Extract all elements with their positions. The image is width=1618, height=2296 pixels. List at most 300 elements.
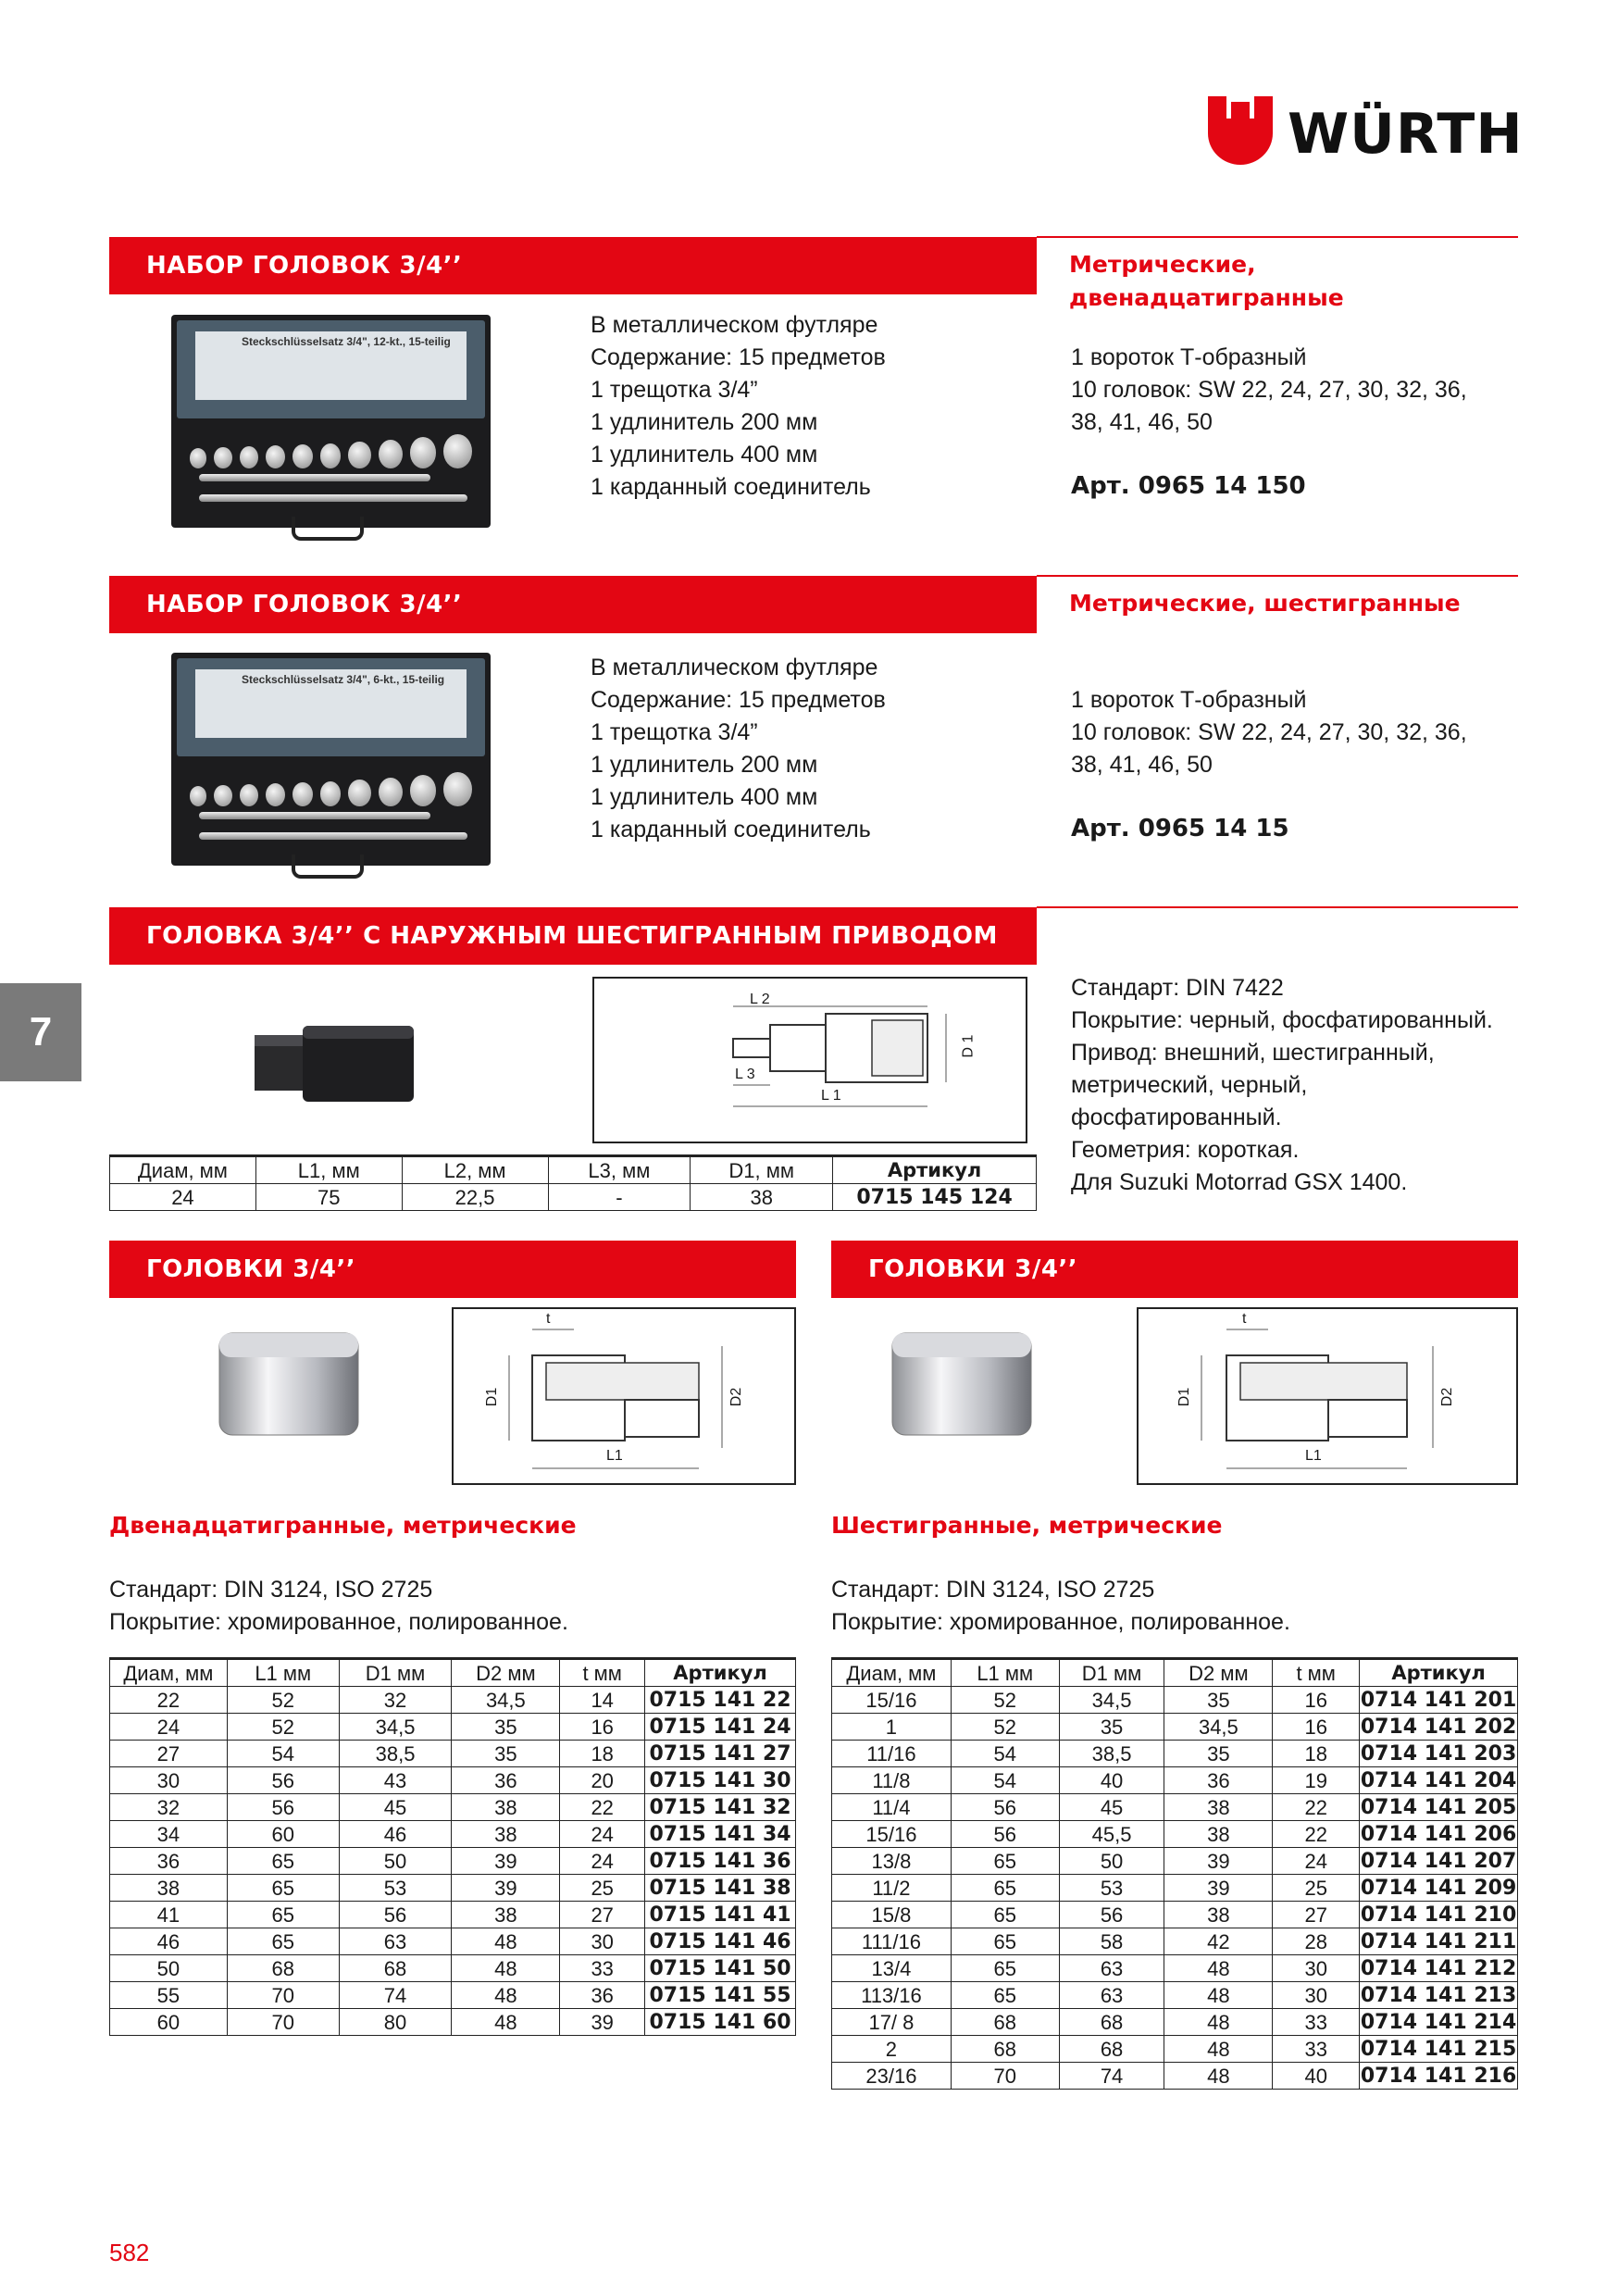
table-cell: 39 (560, 2009, 645, 2036)
table-cell: 46 (339, 1821, 452, 1848)
section2-title: НАБОР ГОЛОВОК 3/4’’ (146, 591, 463, 618)
table-cell: 56 (227, 1794, 339, 1821)
table-cell: 22 (560, 1794, 645, 1821)
section2-contents-line: 1 трещотка 3/4” (591, 719, 758, 745)
table-cell: 68 (339, 1955, 452, 1982)
section4-spec-table (109, 1657, 796, 2036)
section1-article: Арт. 0965 14 150 (1071, 472, 1306, 500)
section2-contents-line: 1 удлинитель 400 мм (591, 784, 818, 810)
section5-title: ГОЛОВКИ 3/4’’ (868, 1255, 1078, 1283)
section2-subtitle: Метрические, шестигранные (1069, 590, 1461, 617)
table-cell: 68 (951, 2036, 1059, 2063)
wurth-logo-text: WÜRTH (1288, 102, 1524, 167)
table-cell-article: 0715 141 38 (645, 1875, 796, 1902)
table-cell: 54 (227, 1741, 339, 1767)
table-header: L1 мм (227, 1659, 339, 1687)
table-header: D2 мм (452, 1659, 560, 1687)
table-cell-article: 0715 141 60 (645, 2009, 796, 2036)
table-row (832, 1902, 1518, 1928)
section5-spec-line: Стандарт: DIN 3124, ISO 2725 (831, 1577, 1155, 1603)
table-cell: 56 (951, 1794, 1059, 1821)
section5-spec-table (831, 1657, 1518, 2090)
table-cell: 48 (1164, 2036, 1273, 2063)
table-cell: 65 (951, 1955, 1059, 1982)
drawing-label-d1: D 1 (960, 1034, 977, 1058)
table-row (110, 1902, 796, 1928)
table-cell-article: 0715 141 46 (645, 1928, 796, 1955)
table-cell: 30 (110, 1767, 228, 1794)
drawing-label-d2: D2 (728, 1387, 745, 1407)
table-cell: 34 (110, 1821, 228, 1848)
table-cell: 45,5 (1059, 1821, 1164, 1848)
table-header: D1 мм (1059, 1659, 1164, 1687)
table-cell: 22 (1273, 1794, 1360, 1821)
section2-extra-line: 10 головок: SW 22, 24, 27, 30, 32, 36, (1071, 719, 1467, 745)
table-cell: 41 (110, 1902, 228, 1928)
table-cell: 16 (1273, 1714, 1360, 1741)
table-cell: 56 (1059, 1902, 1164, 1928)
table-cell-article: 0714 141 214 (1360, 2010, 1517, 2034)
section1-contents-line: 1 удлинитель 400 мм (591, 442, 818, 468)
section3-technical-drawing (592, 977, 1027, 1143)
table-cell: 65 (951, 1848, 1059, 1875)
table-cell: 40 (1059, 1767, 1164, 1794)
section2-contents (591, 652, 886, 846)
section2-article: Арт. 0965 14 15 (1071, 815, 1289, 842)
table-cell-article: 0715 141 55 (645, 1982, 796, 2009)
table-cell: 22 (110, 1687, 228, 1714)
table-cell: 111/16 (832, 1928, 952, 1955)
table-cell: 13/8 (832, 1848, 952, 1875)
table-row (832, 1848, 1518, 1875)
section2-contents-line: Содержание: 15 предметов (591, 687, 886, 713)
table-cell: 48 (1164, 2063, 1273, 2090)
table-cell-article: 0714 141 207 (1360, 1849, 1517, 1873)
table-cell: 60 (110, 2009, 228, 2036)
table-cell-article: 0714 141 215 (1360, 2037, 1517, 2061)
table-cell: 19 (1273, 1767, 1360, 1794)
page-number: 582 (109, 2239, 150, 2266)
table-cell: 23/16 (832, 2063, 952, 2090)
table-cell: 56 (339, 1902, 452, 1928)
table-cell: 34,5 (452, 1687, 560, 1714)
table-cell: 30 (1273, 1955, 1360, 1982)
table-row (110, 1821, 796, 1848)
drawing-label-t: t (1242, 1311, 1247, 1327)
table-cell: 40 (1273, 2063, 1360, 2090)
table-cell: 25 (560, 1875, 645, 1902)
section1-extra-line: 1 вороток Т-образный (1071, 344, 1307, 370)
table-cell: 52 (227, 1687, 339, 1714)
drawing-label-d1: D1 (484, 1387, 501, 1407)
table-cell-article: 0715 145 124 (833, 1184, 1037, 1211)
table-cell: - (548, 1184, 691, 1211)
section3-spec-table (109, 1154, 1037, 1211)
wurth-logo (1208, 96, 1523, 170)
table-cell: 28 (1273, 1928, 1360, 1955)
table-cell: 18 (1273, 1741, 1360, 1767)
table-header: L2, мм (402, 1156, 548, 1184)
section2-title-bar (109, 576, 1037, 633)
table-cell: 48 (1164, 1955, 1273, 1982)
table-cell: 25 (1273, 1875, 1360, 1902)
table-row (110, 1767, 796, 1794)
table-row (110, 1848, 796, 1875)
table-cell: 38 (691, 1184, 833, 1211)
table-cell: 15/16 (832, 1821, 952, 1848)
table-cell: 35 (452, 1741, 560, 1767)
section1-contents-line: 1 трещотка 3/4” (591, 377, 758, 403)
section2-contents-line: В металлическом футляре (591, 655, 878, 680)
table-cell: 48 (452, 1955, 560, 1982)
section4-chrome-socket-photo (208, 1315, 375, 1454)
table-cell: 48 (452, 1928, 560, 1955)
table-row (832, 1714, 1518, 1741)
table-cell: 39 (452, 1875, 560, 1902)
table-cell: 24 (110, 1714, 228, 1741)
table-cell: 113/16 (832, 1982, 952, 2009)
table-cell: 65 (227, 1848, 339, 1875)
table-cell: 65 (227, 1902, 339, 1928)
table-row (832, 1794, 1518, 1821)
section4-title-bar (109, 1241, 796, 1298)
table-cell: 11/8 (832, 1767, 952, 1794)
table-cell: 39 (1164, 1848, 1273, 1875)
table-cell: 63 (1059, 1982, 1164, 2009)
table-cell: 65 (951, 1902, 1059, 1928)
table-row (832, 1875, 1518, 1902)
table-cell: 30 (1273, 1982, 1360, 2009)
table-cell-article: 0714 141 211 (1360, 1929, 1517, 1953)
drawing-label-d2: D2 (1439, 1387, 1456, 1407)
table-cell: 16 (1273, 1687, 1360, 1714)
table-header-article: Артикул (645, 1659, 796, 1687)
section4-spec-line: Покрытие: хромированное, полированное. (109, 1609, 568, 1635)
table-row (110, 1794, 796, 1821)
table-cell: 45 (1059, 1794, 1164, 1821)
table-cell: 15/8 (832, 1902, 952, 1928)
table-header-article: Артикул (1360, 1659, 1518, 1687)
section1-extra-line: 10 головок: SW 22, 24, 27, 30, 32, 36, (1071, 377, 1467, 403)
table-cell: 39 (1164, 1875, 1273, 1902)
table-cell-article: 0714 141 204 (1360, 1768, 1517, 1792)
table-cell: 2 (832, 2036, 952, 2063)
table-header: t мм (560, 1659, 645, 1687)
table-cell: 36 (1164, 1767, 1273, 1794)
table-header: Диам, мм (110, 1659, 228, 1687)
table-cell: 56 (227, 1767, 339, 1794)
section3-spec-line: Покрытие: черный, фосфатированный. (1071, 1007, 1493, 1033)
section2-photo-label: Steckschlüsselsatz 3/4", 6-kt., 15-teilig (242, 673, 445, 686)
table-header: D2 мм (1164, 1659, 1273, 1687)
table-cell-article: 0714 141 201 (1360, 1688, 1517, 1712)
table-header: Диам, мм (110, 1156, 256, 1184)
section1-photo-label: Steckschlüsselsatz 3/4", 12-kt., 15-teilig (242, 335, 451, 348)
table-row (832, 2036, 1518, 2063)
table-cell: 35 (1059, 1714, 1164, 1741)
table-cell: 30 (560, 1928, 645, 1955)
table-cell: 24 (1273, 1848, 1360, 1875)
table-cell: 50 (110, 1955, 228, 1982)
table-row (832, 1767, 1518, 1794)
table-cell: 36 (110, 1848, 228, 1875)
table-cell: 54 (951, 1767, 1059, 1794)
table-cell: 80 (339, 2009, 452, 2036)
table-cell: 11/2 (832, 1875, 952, 1902)
table-row (110, 1875, 796, 1902)
table-cell: 38,5 (339, 1741, 452, 1767)
table-cell-article: 0715 141 41 (645, 1902, 796, 1928)
table-cell: 11/16 (832, 1741, 952, 1767)
table-header: L1, мм (255, 1156, 402, 1184)
table-header-article: Артикул (833, 1156, 1037, 1184)
table-cell: 35 (1164, 1687, 1273, 1714)
table-cell: 14 (560, 1687, 645, 1714)
table-cell: 17/ 8 (832, 2009, 952, 2036)
table-cell: 36 (452, 1767, 560, 1794)
table-header: t мм (1273, 1659, 1360, 1687)
table-row (832, 1982, 1518, 2009)
table-cell: 65 (951, 1875, 1059, 1902)
section5-spec-line: Покрытие: хромированное, полированное. (831, 1609, 1290, 1635)
table-cell-article: 0714 141 210 (1360, 1903, 1517, 1927)
drawing-label-l1: L1 (1305, 1448, 1322, 1464)
table-cell: 20 (560, 1767, 645, 1794)
table-cell: 55 (110, 1982, 228, 2009)
table-cell: 52 (227, 1714, 339, 1741)
table-cell-article: 0715 141 27 (645, 1741, 796, 1767)
table-cell-article: 0715 141 50 (645, 1955, 796, 1982)
section1-subtitle-line1: Метрические, (1069, 251, 1256, 278)
table-cell: 22 (1273, 1821, 1360, 1848)
section3-specs (1071, 972, 1493, 1199)
table-cell: 68 (951, 2009, 1059, 2036)
section2-socket-set-photo (171, 653, 491, 866)
table-cell-article: 0714 141 213 (1360, 1983, 1517, 2007)
section2-extra-line: 38, 41, 46, 50 (1071, 752, 1213, 778)
table-cell: 38 (452, 1794, 560, 1821)
table-cell: 34,5 (1164, 1714, 1273, 1741)
table-row (110, 1982, 796, 2009)
section5-specs (831, 1574, 1290, 1639)
section5-chrome-socket-photo (881, 1315, 1048, 1454)
table-row (110, 1741, 796, 1767)
table-cell: 27 (1273, 1902, 1360, 1928)
section3-spec-line: Для Suzuki Motorrad GSX 1400. (1071, 1169, 1408, 1195)
table-cell-article: 0714 141 203 (1360, 1741, 1517, 1766)
table-cell: 65 (951, 1928, 1059, 1955)
drawing-label-l3: L 3 (735, 1067, 755, 1082)
table-row (832, 2009, 1518, 2036)
section1-extra (1071, 342, 1467, 439)
section1-contents-line: 1 удлинитель 200 мм (591, 409, 818, 435)
table-header: D1 мм (339, 1659, 452, 1687)
table-cell: 39 (452, 1848, 560, 1875)
table-cell: 38 (452, 1821, 560, 1848)
table-cell: 38 (1164, 1902, 1273, 1928)
table-row (110, 1955, 796, 1982)
drawing-label-d1: D1 (1176, 1387, 1193, 1407)
section4-subtitle: Двенадцатигранные, метрические (109, 1512, 577, 1539)
table-cell: 52 (951, 1687, 1059, 1714)
table-cell: 65 (951, 1982, 1059, 2009)
section2-extra (1071, 684, 1467, 781)
table-cell: 74 (339, 1982, 452, 2009)
table-cell: 70 (951, 2063, 1059, 2090)
table-cell: 35 (452, 1714, 560, 1741)
chapter-tab: 7 (0, 983, 81, 1081)
section1-title: НАБОР ГОЛОВОК 3/4’’ (146, 252, 463, 280)
section2-contents-line: 1 удлинитель 200 мм (591, 752, 818, 778)
table-cell: 32 (339, 1687, 452, 1714)
table-cell: 65 (227, 1928, 339, 1955)
section3-rule (1037, 906, 1518, 908)
drawing-label-t: t (546, 1311, 551, 1327)
table-cell-article: 0715 141 32 (645, 1794, 796, 1821)
section3-title-bar (109, 907, 1037, 965)
section2-rule (1037, 575, 1518, 577)
drawing-label-l1: L 1 (821, 1088, 841, 1104)
table-cell: 32 (110, 1794, 228, 1821)
table-cell: 53 (1059, 1875, 1164, 1902)
table-cell: 15/16 (832, 1687, 952, 1714)
table-row (832, 1741, 1518, 1767)
table-cell: 38,5 (1059, 1741, 1164, 1767)
table-cell: 38 (1164, 1821, 1273, 1848)
drawing-label-l2: L 2 (750, 992, 770, 1007)
section5-technical-drawing (1137, 1307, 1518, 1485)
section2-contents-line: 1 карданный соединитель (591, 817, 871, 842)
section3-spec-line: Стандарт: DIN 7422 (1071, 975, 1284, 1001)
section3-spec-line: фосфатированный. (1071, 1104, 1282, 1130)
table-cell: 65 (227, 1875, 339, 1902)
section3-title: ГОЛОВКА 3/4’’ С НАРУЖНЫМ ШЕСТИГРАННЫМ ПРИВОДОМ (146, 922, 998, 950)
table-cell: 38 (1164, 1794, 1273, 1821)
table-cell: 34,5 (339, 1714, 452, 1741)
section4-specs (109, 1574, 568, 1639)
table-cell-article: 0715 141 34 (645, 1821, 796, 1848)
section4-title: ГОЛОВКИ 3/4’’ (146, 1255, 356, 1283)
table-row (832, 1955, 1518, 1982)
table-cell: 48 (1164, 2009, 1273, 2036)
section3-spec-line: метрический, черный, (1071, 1072, 1308, 1098)
table-cell-article: 0714 141 212 (1360, 1956, 1517, 1980)
section1-contents-line: В металлическом футляре (591, 312, 878, 338)
section3-hex-socket-photo (245, 1009, 440, 1129)
section3-spec-line: Привод: внешний, шестигранный, (1071, 1040, 1435, 1066)
table-cell: 46 (110, 1928, 228, 1955)
section5-title-bar (831, 1241, 1518, 1298)
table-cell: 27 (110, 1741, 228, 1767)
table-cell-article: 0715 141 36 (645, 1848, 796, 1875)
table-row (832, 1821, 1518, 1848)
table-cell: 48 (452, 1982, 560, 2009)
table-cell: 22,5 (402, 1184, 548, 1211)
table-cell: 33 (1273, 2009, 1360, 2036)
section4-spec-line: Стандарт: DIN 3124, ISO 2725 (109, 1577, 433, 1603)
table-cell: 70 (227, 1982, 339, 2009)
section2-extra-line: 1 вороток Т-образный (1071, 687, 1307, 713)
table-cell: 24 (560, 1848, 645, 1875)
section1-title-bar (109, 237, 1037, 294)
table-cell: 24 (110, 1184, 256, 1211)
table-row (832, 1928, 1518, 1955)
table-cell: 35 (1164, 1741, 1273, 1767)
table-row (110, 1928, 796, 1955)
section1-subtitle-line2: двенадцатигранные (1069, 284, 1344, 311)
section3-spec-line: Геометрия: короткая. (1071, 1137, 1300, 1163)
table-header: D1, мм (691, 1156, 833, 1184)
table-cell: 50 (1059, 1848, 1164, 1875)
section1-rule (1037, 236, 1518, 238)
table-cell: 60 (227, 1821, 339, 1848)
table-row (832, 2063, 1518, 2090)
table-cell: 68 (227, 1955, 339, 1982)
table-cell: 54 (951, 1741, 1059, 1767)
table-cell: 33 (1273, 2036, 1360, 2063)
table-cell: 63 (339, 1928, 452, 1955)
table-cell: 27 (560, 1902, 645, 1928)
table-row (110, 2009, 796, 2036)
table-cell: 50 (339, 1848, 452, 1875)
table-cell: 11/4 (832, 1794, 952, 1821)
wurth-logo-mark-icon (1208, 96, 1273, 165)
section4-technical-drawing (452, 1307, 796, 1485)
table-cell: 56 (951, 1821, 1059, 1848)
section1-contents-line: 1 карданный соединитель (591, 474, 871, 500)
table-cell-article: 0715 141 24 (645, 1714, 796, 1741)
table-cell: 74 (1059, 2063, 1164, 2090)
table-cell: 43 (339, 1767, 452, 1794)
table-header: Диам, мм (832, 1659, 952, 1687)
section1-socket-set-photo (171, 315, 491, 528)
table-header: L1 мм (951, 1659, 1059, 1687)
section5-subtitle: Шестигранные, метрические (831, 1512, 1223, 1539)
section1-contents (591, 309, 886, 504)
table-row (110, 1714, 796, 1741)
table-row (832, 1687, 1518, 1714)
section1-contents-line: Содержание: 15 предметов (591, 344, 886, 370)
table-cell: 68 (1059, 2009, 1164, 2036)
table-cell: 34,5 (1059, 1687, 1164, 1714)
table-cell: 18 (560, 1741, 645, 1767)
table-cell: 24 (560, 1821, 645, 1848)
table-cell: 63 (1059, 1955, 1164, 1982)
table-cell: 1 (832, 1714, 952, 1741)
table-cell: 48 (452, 2009, 560, 2036)
table-cell: 52 (951, 1714, 1059, 1741)
table-cell-article: 0714 141 209 (1360, 1876, 1517, 1900)
table-cell: 42 (1164, 1928, 1273, 1955)
drawing-label-l1: L1 (606, 1448, 623, 1464)
table-cell: 45 (339, 1794, 452, 1821)
table-cell: 36 (560, 1982, 645, 2009)
table-row (110, 1184, 1037, 1211)
table-cell-article: 0714 141 205 (1360, 1795, 1517, 1819)
table-cell-article: 0714 141 202 (1360, 1715, 1517, 1739)
table-row (110, 1687, 796, 1714)
table-cell-article: 0715 141 30 (645, 1767, 796, 1794)
table-cell: 75 (255, 1184, 402, 1211)
table-cell: 53 (339, 1875, 452, 1902)
table-cell-article: 0715 141 22 (645, 1687, 796, 1714)
table-cell-article: 0714 141 216 (1360, 2064, 1517, 2088)
table-cell: 48 (1164, 1982, 1273, 2009)
table-cell: 33 (560, 1955, 645, 1982)
table-header: L3, мм (548, 1156, 691, 1184)
table-cell: 68 (1059, 2036, 1164, 2063)
table-cell: 70 (227, 2009, 339, 2036)
